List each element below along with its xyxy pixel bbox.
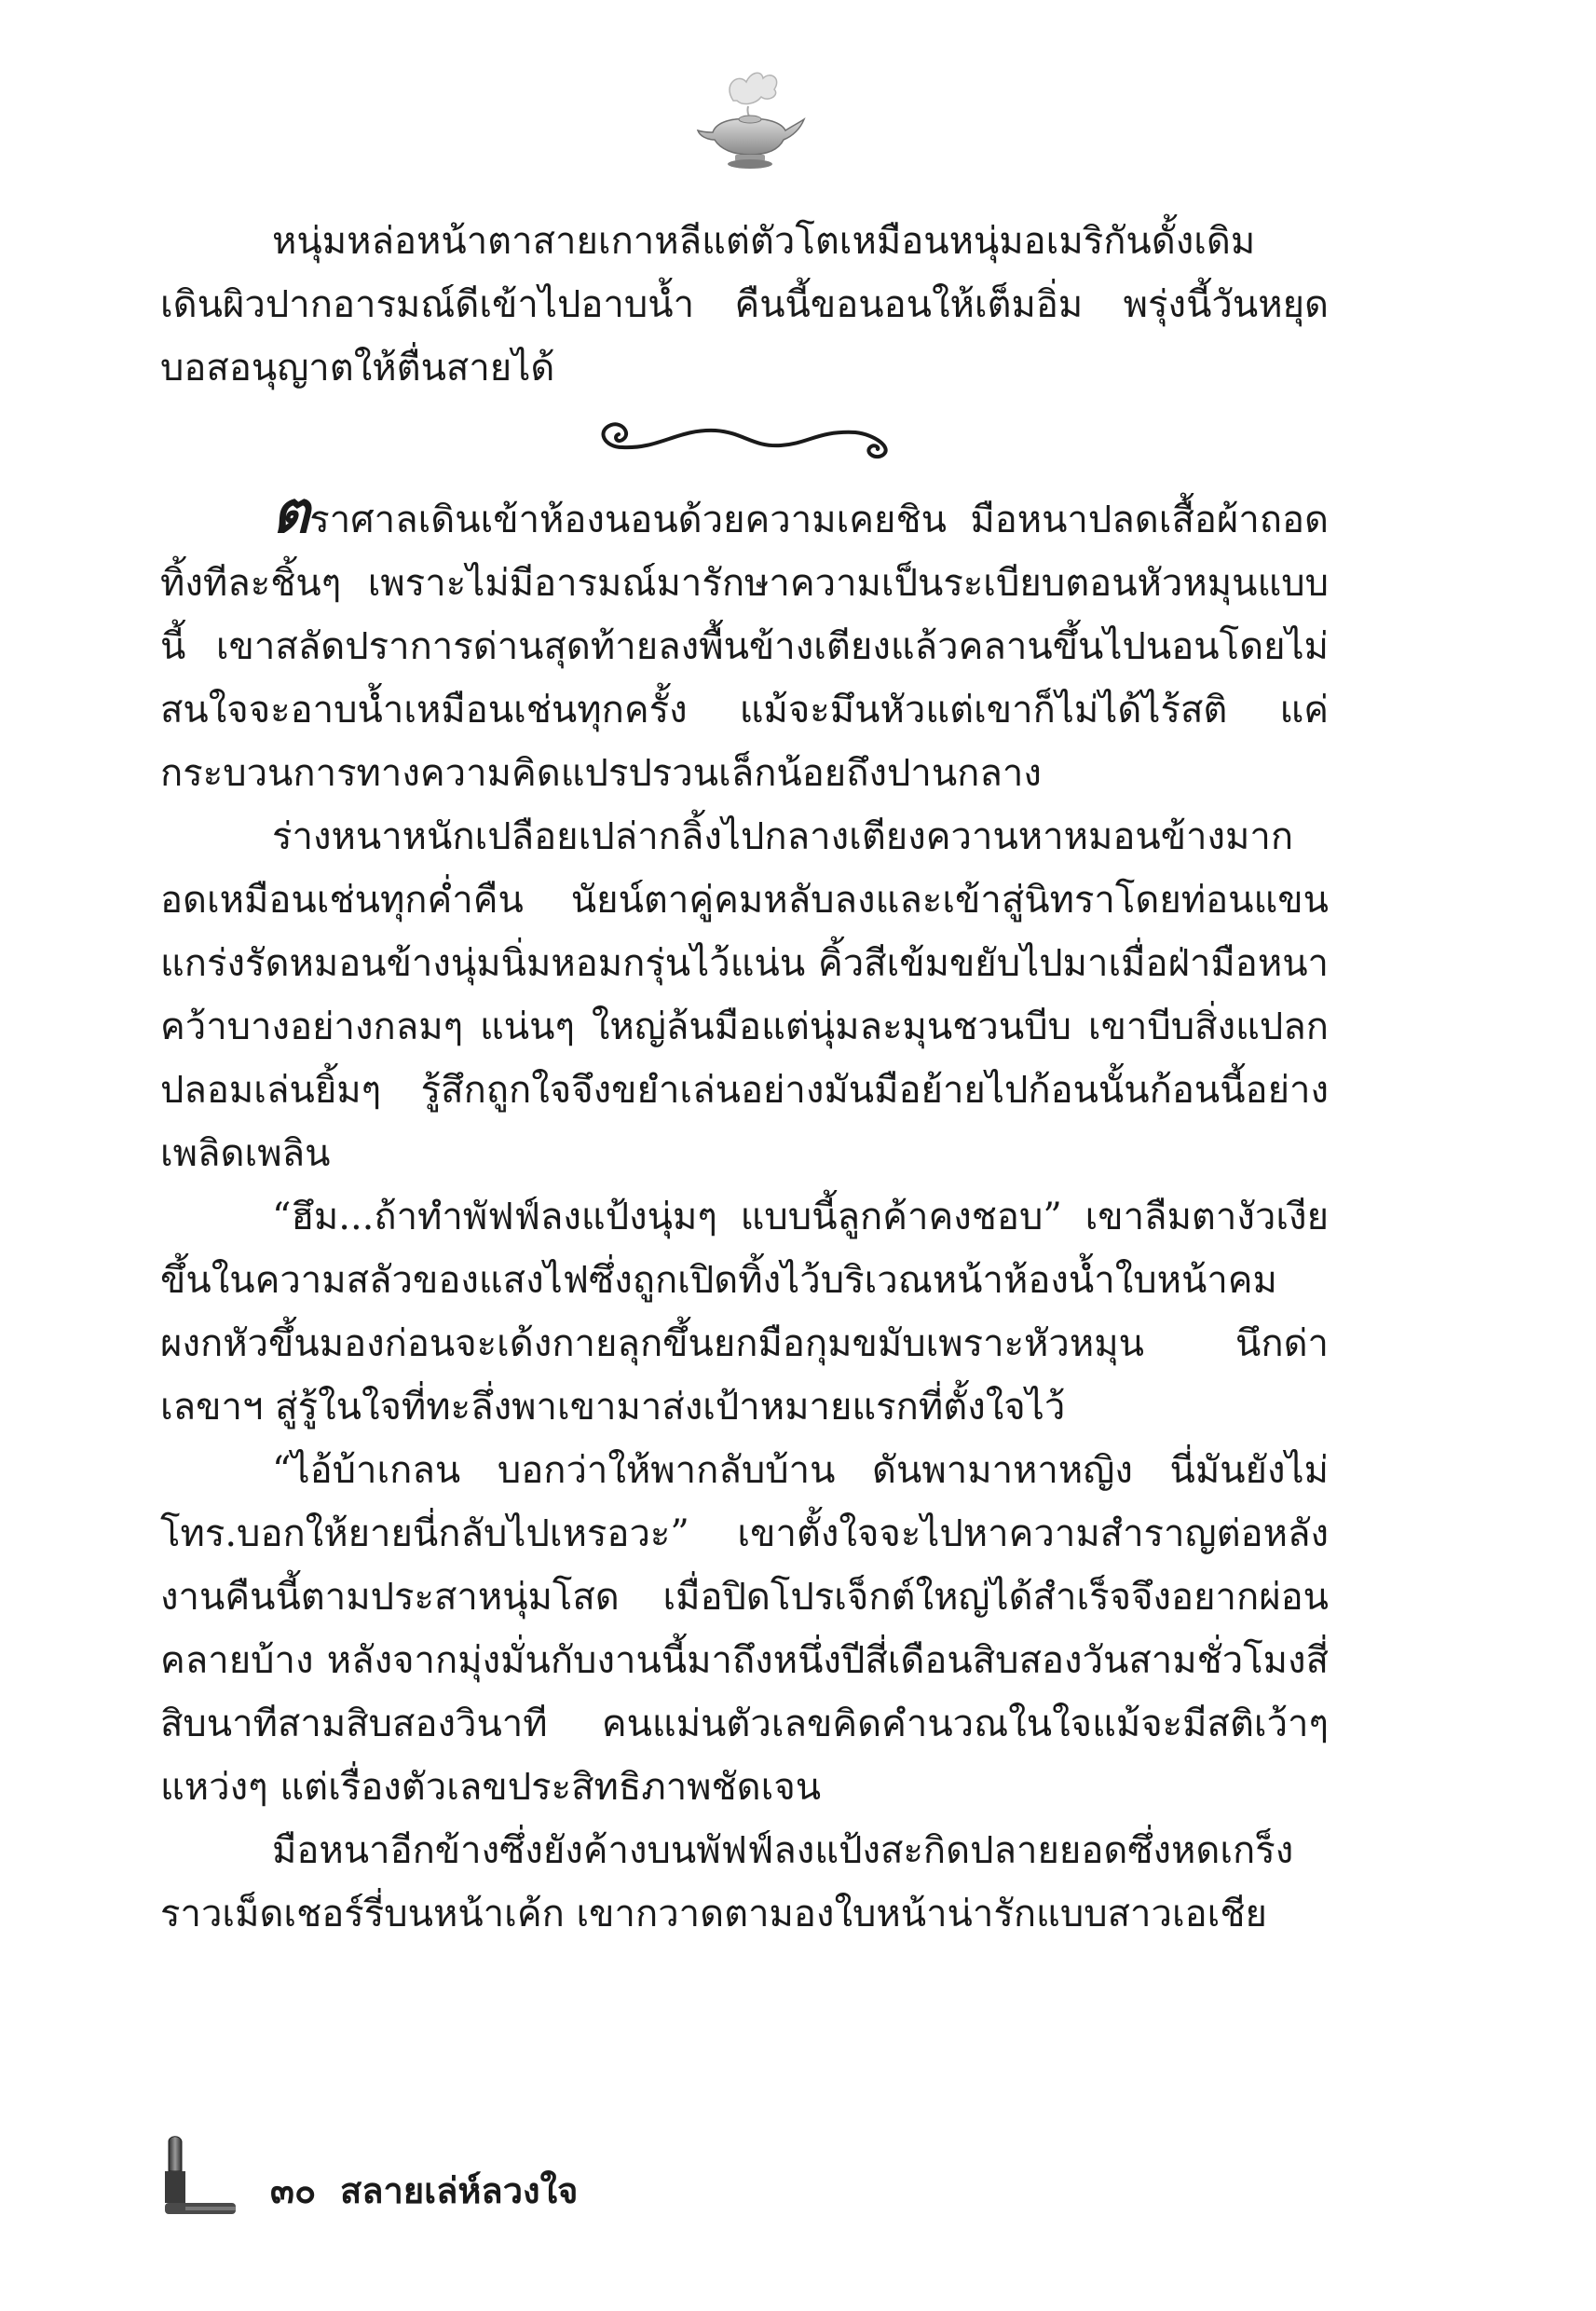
page-footer: [163, 2134, 815, 2218]
paragraph-1: [160, 478, 1329, 805]
drop-cap: ต: [272, 478, 310, 546]
paragraph-1-text: ราศาลเดินเข้าห้องนอนด้วยความเคยชิน มือหนาปลดเสื้อผ้าถอดทิ้งทีละชิ้นๆ เพราะไม่มีอารมณ์มารักษาความเป็นระเบียบตอนหัวหมุนแบบนี้ เขาสลัดปราการด่านสุดท้ายลงพื้นข้างเตียงแล้วคลานขึ้นไปนอนโดยไม่สนใจจะอาบน้ำเหมือนเช่นทุกครั้ง แม้จะมึนหัวแต่เขาก็ไม่ได้ไร้สติ แค่กระบวนการทางความคิดแปรปรวนเล็กน้อยถึงปานกลาง: [160, 499, 1329, 795]
paragraph-4: “ไอ้บ้าเกลน บอกว่าให้พากลับบ้าน ดันพามาหาหญิง นี่มันยังไม่โทร.บอกให้ยายนี่กลับไปเหรอวะ” เขาตั้งใจจะไปหาความสำราญต่อหลังงานคืนนี้ตามประสาหนุ่มโสด เมื่อปิดโปรเจ็กต์ใหญ่ได้สำเร็จจึงอยากผ่อนคลายบ้าง หลังจากมุ่งมั่นกับงานนี้มาถึงหนึ่งปีสี่เดือนสิบสองวันสามชั่วโมงสี่สิบนาทีสามสิบสองวินาที คนแม่นตัวเลขคิดคำนวณในใจแม้จะมีสติเว้าๆ แหว่งๆ แต่เรื่องตัวเลขประสิทธิภาพชัดเจน: [160, 1449, 1329, 1809]
paragraph-5: มือหนาอีกข้างซึ่งยังค้างบนพัฟฟ์ลงแป้งสะกิดปลายยอดซึ่งหดเกร็งราวเม็ดเชอร์รี่บนหน้าเค้ก เขากวาดตามองใบหน้าน่ารักแบบสาวเอเชีย: [160, 1829, 1294, 1935]
lipstick-icon: [163, 2134, 238, 2218]
paragraph-3: “ฮึม...ถ้าทำพัฟฟ์ลงแป้งนุ่มๆ แบบนี้ลูกค้าคงชอบ” เขาลืมตางัวเงียขึ้นในความสลัวของแสงไฟซึ่งถูกเปิดทิ้งไว้บริเวณหน้าห้องน้ำใบหน้าคมผงกหัวขึ้นมองก่อนจะเด้งกายลุกขึ้นยกมือกุมขมับเพราะหัวหมุน นึกด่าเลขาฯ สู่รู้ในใจที่ทะลึ่งพาเขามาส่งเป้าหมายแรกที่ตั้งใจไว้: [160, 1196, 1329, 1429]
paragraph-2: ร่างหนาหนักเปลือยเปล่ากลิ้งไปกลางเตียงควานหาหมอนข้างมากอดเหมือนเช่นทุกค่ำคืน นัยน์ตาคู่คมหลับลงและเข้าสู่นิทราโดยท่อนแขนแกร่งรัดหมอนข้างนุ่มนิ่มหอมกรุ่นไว้แน่น คิ้วสีเข้มขยับไปมาเมื่อฝ่ามือหนาคว้าบางอย่างกลมๆ แน่นๆ ใหญ่ล้นมือแต่นุ่มละมุนชวนบีบ เขาบีบสิ่งแปลกปลอมเล่นยิ้มๆ รู้สึกถูกใจจึงขยำเล่นอย่างมันมือย้ายไปก้อนนั้นก้อนนี้อย่างเพลิดเพลิน: [160, 815, 1329, 1175]
intro-text: [160, 210, 1329, 400]
main-text: [160, 478, 1329, 1946]
genie-lamp-icon: [694, 65, 806, 172]
page-number: ๓๐: [270, 2169, 317, 2211]
intro-paragraph: หนุ่มหล่อหน้าตาสายเกาหลีแต่ตัวโตเหมือนหนุ่มอเมริกันดั้งเดิม เดินผิวปากอารมณ์ดีเข้าไปอาบน้ำ คืนนี้ขอนอนให้เต็มอิ่ม พรุ่งนี้วันหยุด บอสอนุญาตให้ตื่นสายได้: [160, 220, 1329, 390]
flourish-ornament: [585, 410, 911, 466]
book-title: สลายเล่ห์ลวงใจ: [340, 2169, 579, 2211]
